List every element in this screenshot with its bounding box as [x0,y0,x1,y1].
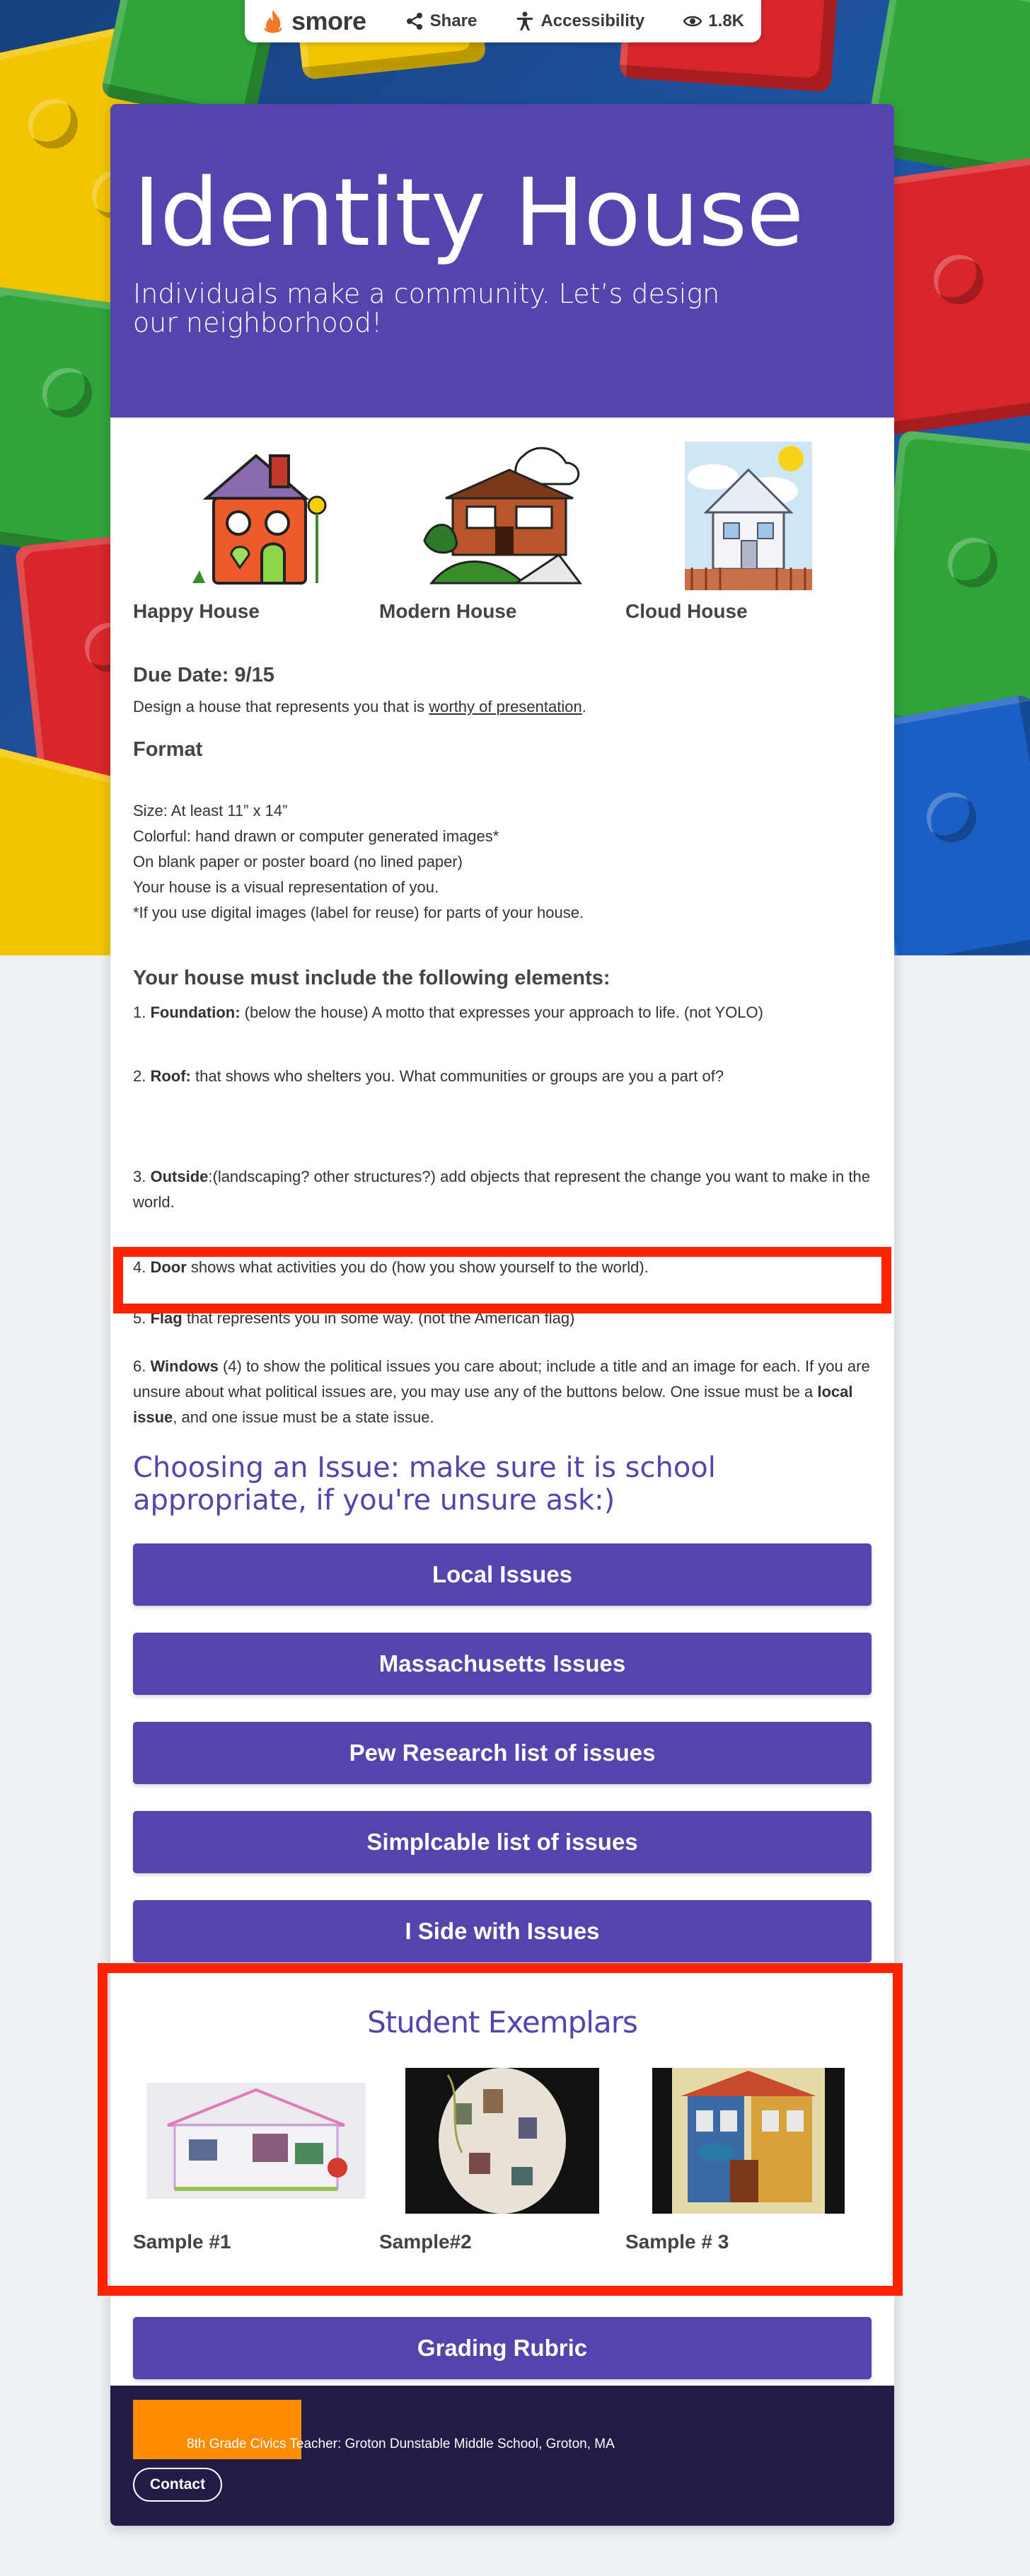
format-heading: Format [133,738,203,761]
house-item[interactable] [133,437,379,622]
item-term: local issue [133,1383,853,1426]
house-label: Cloud House [625,600,748,622]
item-number: 4. [133,1258,151,1276]
house-gallery [110,418,894,622]
item-text: (below the house) A motto that expresses your approach to life. (not YOLO) [240,1004,763,1021]
item-text: that represents you in some way. (not the American flag) [182,1309,575,1327]
item-term: Foundation: [150,1004,241,1021]
item-number: 3. [133,1168,151,1185]
elements-heading: Your house must include the following elements: [133,967,611,989]
page-subtitle: Individuals make a community. Let’s design our neighborhood! [133,278,720,339]
house-item[interactable] [625,437,872,622]
cloud-house-image [625,437,872,590]
share-icon [405,11,424,31]
item-number: 6. [133,1357,151,1375]
grading-rubric-button[interactable]: Grading Rubric [133,2317,872,2379]
item-term: Outside [150,1168,209,1185]
massachusetts-issues-button[interactable]: Massachusetts Issues [133,1633,872,1695]
element-item-outside [133,1164,872,1215]
smore-logo[interactable] [262,6,366,36]
annotation-highlight-flag [113,1247,891,1313]
house-label: Happy House [133,600,260,622]
exemplars-title: Student Exemplars [367,2005,637,2040]
accessibility-icon [515,11,535,31]
local-issues-button[interactable]: Local Issues [133,1543,872,1606]
sample-label: Sample #1 [133,2231,231,2253]
format-line: *If you use digital images (label for reuse) for parts of your house. [133,904,584,921]
happy-house-image [133,437,379,590]
item-number: 2. [133,1067,151,1085]
share-label: Share [429,11,478,30]
intro-text: Design a house that represents you that is [133,698,429,715]
format-line: Size: At least 11” x 14” [133,802,288,820]
top-bar [245,0,761,42]
item-text: that shows who shelters you. What communities or groups are you a part of? [190,1067,724,1085]
card-footer [110,2386,894,2526]
accessibility-label: Accessibility [540,11,645,30]
card-header [110,104,894,418]
accessibility-button[interactable] [515,11,644,31]
sample-label: Sample#2 [379,2231,472,2253]
issues-heading: Choosing an Issue: make sure it is school appropriate, if you're unsure ask:) [133,1451,716,1517]
item-term: Flag [150,1309,183,1327]
element-item-roof [133,1064,872,1089]
format-line: Colorful: hand drawn or computer generated images* [133,827,499,845]
teacher-info: 8th Grade Civics Teacher: Groton Dunstable Middle School, Groton, MA [187,2437,615,2451]
item-text: :(landscaping? other structures?) add objects that represent the change you want to make in the world. [133,1168,870,1211]
intro-period: . [581,698,586,715]
eye-icon [683,11,702,31]
item-number: 5. [133,1309,151,1327]
view-count [683,11,744,31]
format-list [133,798,872,926]
i-side-with-button[interactable]: I Side with Issues [133,1900,872,1962]
share-button[interactable] [405,11,478,31]
due-date-heading: Due Date: 9/15 [133,664,274,686]
contact-button[interactable]: Contact [133,2468,222,2502]
element-item-windows [133,1354,872,1430]
view-count-value: 1.8K [708,11,744,30]
assignment-intro [133,694,872,720]
item-text: , and one issue must be a state issue. [173,1408,434,1426]
item-text: (4) to show the political issues you care about; include a title and an image for each. If you are unsure about what political issues are, you may use any of the buttons below. One issue must be a [133,1357,870,1401]
brand-name: smore [291,6,366,35]
house-item[interactable] [379,437,625,622]
modern-house-image [379,437,625,590]
simplcable-button[interactable]: Simplcable list of issues [133,1811,872,1873]
pew-research-button[interactable]: Pew Research list of issues [133,1722,872,1784]
item-term: Roof: [150,1067,191,1085]
flame-icon [262,8,284,34]
item-term: Windows [150,1357,219,1375]
annotation-highlight-exemplars [98,1963,903,2296]
item-number: 1. [133,1004,151,1021]
page-title: Identity House [133,159,804,268]
sample-label: Sample # 3 [625,2231,729,2253]
format-line: Your house is a visual representation of you. [133,878,439,896]
element-item-foundation [133,1000,872,1025]
item-term: Door [150,1258,187,1276]
worthy-of-presentation-link[interactable]: worthy of presentation [429,698,582,715]
item-text: shows what activities you do (how you show yourself to the world). [186,1258,649,1276]
house-label: Modern House [379,600,517,622]
format-line: On blank paper or poster board (no lined paper) [133,853,463,870]
